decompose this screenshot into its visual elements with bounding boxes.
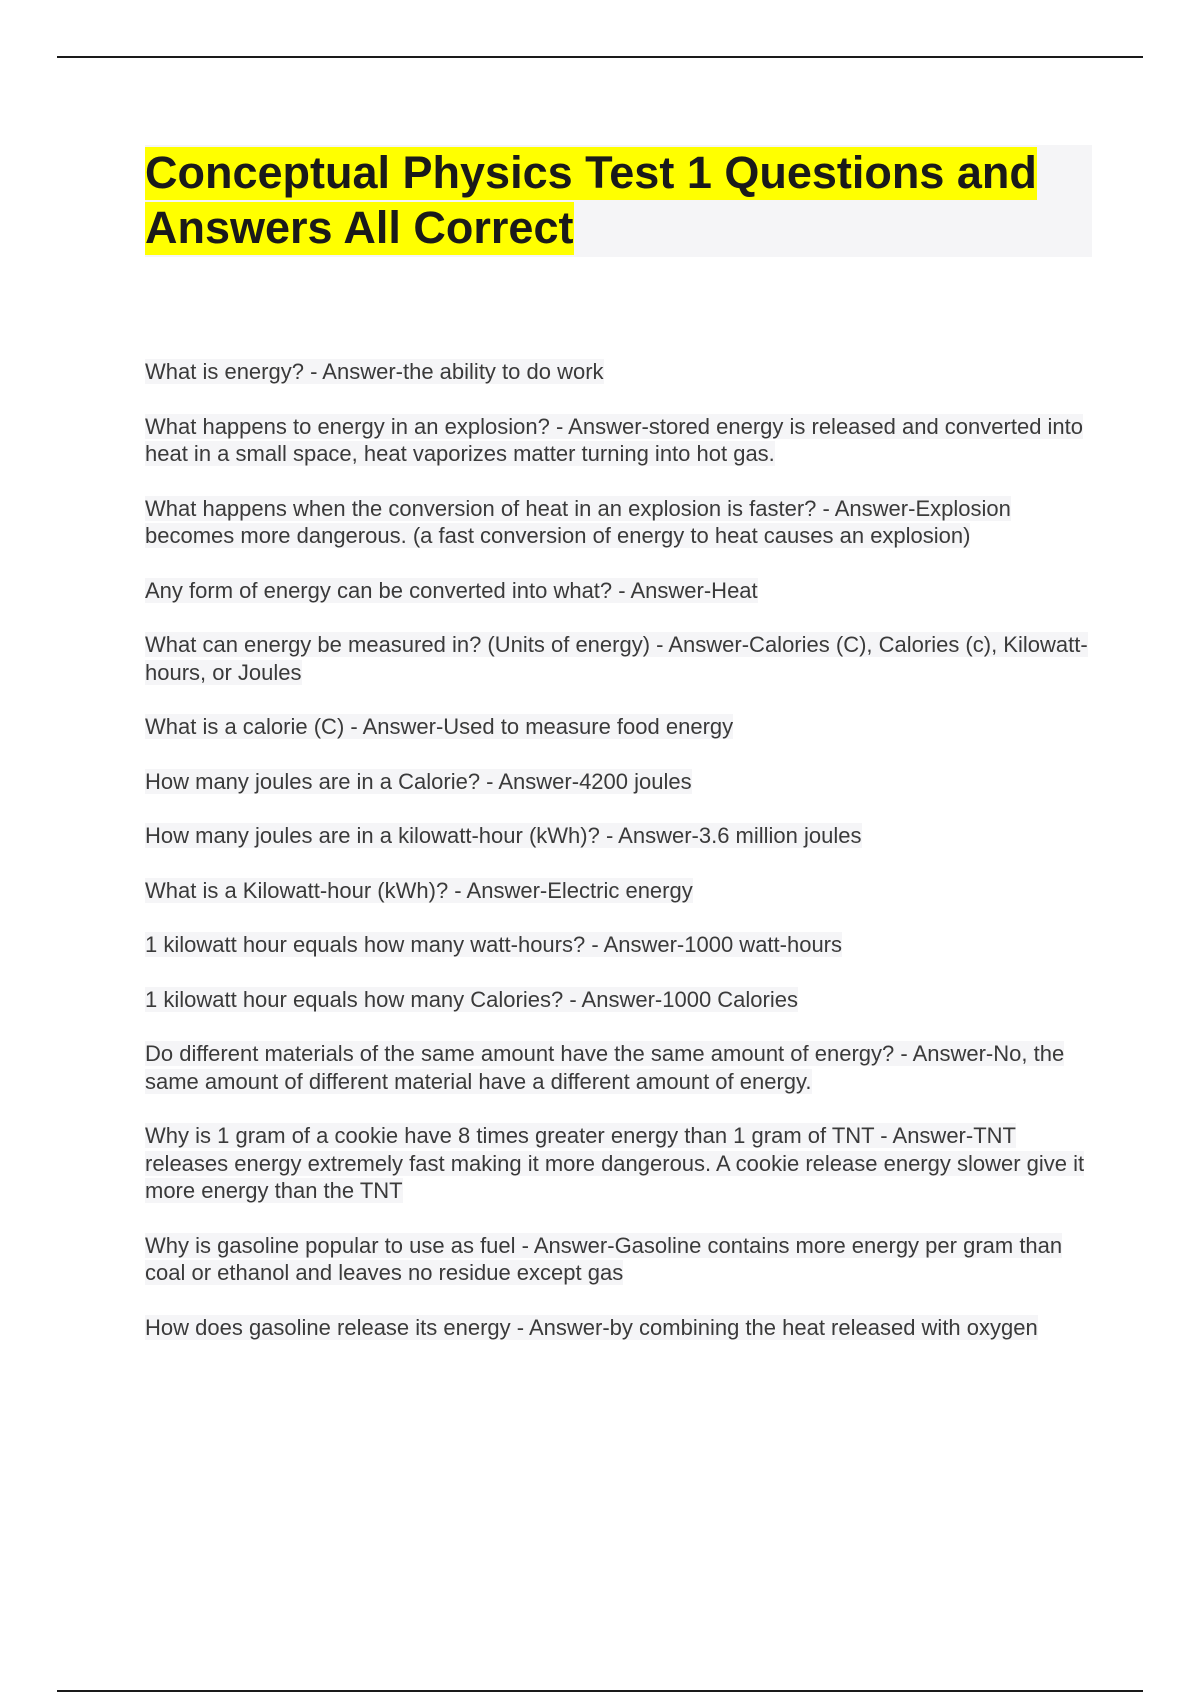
qa-text: How many joules are in a kilowatt-hour (kWh)? - Answer-3.6 million joules — [145, 823, 862, 848]
qa-text: What happens to energy in an explosion? - Answer-stored energy is released and converted into heat in a small space, heat vaporizes matter turning into hot gas. — [145, 413, 1084, 466]
qa-text: What is a Kilowatt-hour (kWh)? - Answer-Electric energy — [145, 877, 693, 903]
qa-item — [145, 986, 1095, 1014]
document-title-text: Conceptual Physics Test 1 Questions and Answers All Correct — [145, 147, 1037, 253]
document-title — [145, 145, 1092, 255]
qa-item — [145, 931, 1095, 959]
qa-text: Why is gasoline popular to use as fuel - Answer-Gasoline contains more energy per gram than coal or ethanol and leaves no residue except gas — [145, 1232, 1063, 1285]
qa-item — [145, 1314, 1095, 1342]
qa-text: How many joules are in a Calorie? - Answer-4200 joules — [145, 768, 692, 794]
qa-text: Any form of energy can be converted into what? - Answer-Heat — [145, 577, 758, 603]
qa-item — [145, 1122, 1095, 1205]
qa-item — [145, 768, 1095, 796]
bottom-divider — [57, 1690, 1143, 1692]
qa-text: Do different materials of the same amount have the same amount of energy? - Answer-No, the same amount of different material have a different amount of energy. — [145, 1041, 1065, 1094]
title-block — [145, 145, 1092, 257]
qa-list — [145, 358, 1095, 1368]
qa-item — [145, 1040, 1095, 1095]
qa-item — [145, 822, 1095, 850]
qa-text: 1 kilowatt hour equals how many watt-hours? - Answer-1000 watt-hours — [145, 932, 843, 957]
qa-item — [145, 1232, 1095, 1287]
qa-item — [145, 877, 1095, 905]
qa-item — [145, 413, 1095, 468]
qa-text: What happens when the conversion of heat in an explosion is faster? - Answer-Explosion becomes more dangerous. (a fast conversion of energy to heat causes an explosion) — [145, 495, 1011, 548]
qa-text: What can energy be measured in? (Units of energy) - Answer-Calories (C), Calories (c), Kilowatt-hours, or Joules — [145, 632, 1088, 685]
qa-text: 1 kilowatt hour equals how many Calories? - Answer-1000 Calories — [145, 986, 798, 1012]
qa-item — [145, 577, 1095, 605]
top-divider — [57, 56, 1143, 58]
qa-text: What is energy? - Answer-the ability to do work — [145, 359, 604, 384]
qa-item — [145, 358, 1095, 386]
qa-item — [145, 495, 1095, 550]
qa-item — [145, 631, 1095, 686]
qa-text: What is a calorie (C) - Answer-Used to measure food energy — [145, 714, 734, 739]
qa-text: Why is 1 gram of a cookie have 8 times greater energy than 1 gram of TNT - Answer-TNT releases energy extremely fast making it more dangerous. A cookie release energy slower give it more energy than the TNT — [145, 1123, 1085, 1203]
qa-text: How does gasoline release its energy - Answer-by combining the heat released with oxygen — [145, 1314, 1038, 1340]
qa-item — [145, 713, 1095, 741]
